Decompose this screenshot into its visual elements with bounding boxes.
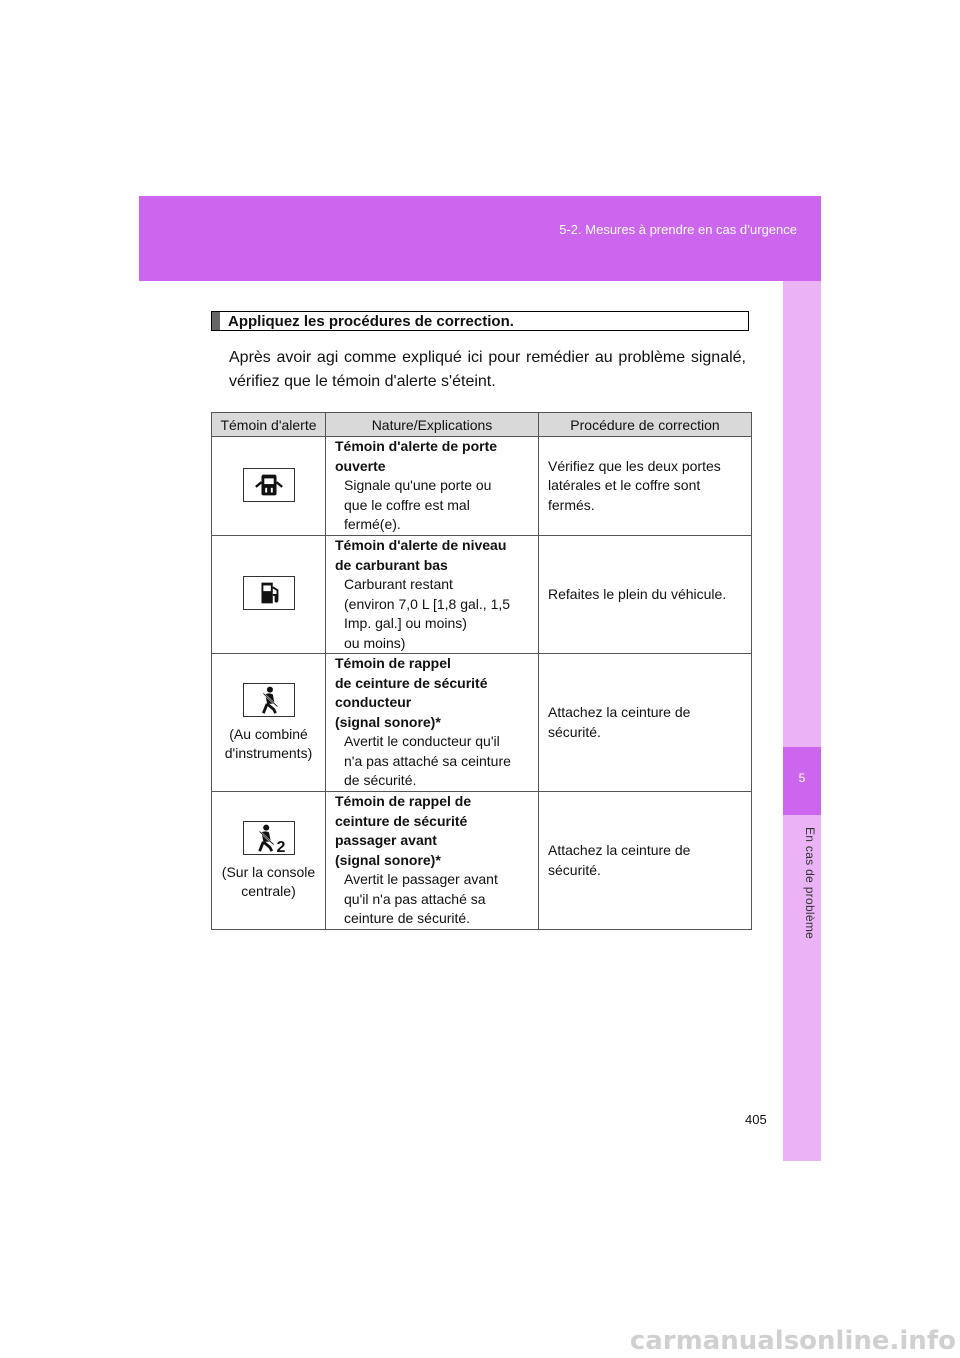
warning-light-table bbox=[211, 412, 752, 930]
nature-title: Témoin d'alerte de niveau de carburant bas bbox=[335, 537, 507, 573]
nature-body: Carburant restant (environ 7,0 L [1,8 gal., 1,5 Imp. gal.] ou moins) ou moins) bbox=[344, 576, 511, 651]
section-heading bbox=[211, 311, 749, 331]
heading-bar bbox=[212, 312, 220, 330]
procedure-cell: Refaites le plein du véhicule. bbox=[539, 536, 752, 654]
icon-cell bbox=[212, 654, 326, 792]
section-title: Appliquez les procédures de correction. bbox=[228, 312, 514, 330]
passenger-digit: 2 bbox=[276, 838, 285, 854]
nature-cell bbox=[326, 654, 539, 792]
procedure-cell: Attachez la ceinture de sécurité. bbox=[539, 792, 752, 930]
col-header-procedure: Procédure de correction bbox=[539, 413, 752, 437]
nature-body: Signale qu'une porte ou que le coffre est mal fermé(e). bbox=[344, 477, 492, 533]
chapter-side-tab bbox=[783, 281, 821, 1161]
icon-cell bbox=[212, 536, 326, 654]
table-row bbox=[212, 654, 752, 792]
procedure-cell: Vérifiez que les deux portes latérales et le coffre sont fermés. bbox=[539, 437, 752, 536]
chapter-label: En cas de problème bbox=[803, 827, 817, 940]
nature-cell bbox=[326, 536, 539, 654]
col-header-warning-light: Témoin d'alerte bbox=[212, 413, 326, 437]
section-breadcrumb: 5-2. Mesures à prendre en cas d’urgence bbox=[559, 222, 797, 237]
icon-cell bbox=[212, 437, 326, 536]
table-row bbox=[212, 792, 752, 930]
nature-cell bbox=[326, 437, 539, 536]
table-header-row bbox=[212, 413, 752, 437]
seatbelt-passenger-icon bbox=[243, 821, 295, 855]
nature-body: Avertit le conducteur qu'il n'a pas attaché sa ceinture de sécurité. bbox=[344, 733, 511, 789]
chapter-tab-active bbox=[783, 747, 821, 815]
icon-cell bbox=[212, 792, 326, 930]
chapter-header-band bbox=[139, 196, 821, 281]
nature-title: Témoin de rappel de ceinture de sécurité passager avant (signal sonore)* bbox=[335, 793, 472, 868]
icon-caption: (Au combiné d'instruments) bbox=[224, 725, 313, 761]
page-number: 405 bbox=[745, 1112, 767, 1127]
table-row bbox=[212, 437, 752, 536]
table-row bbox=[212, 536, 752, 654]
seatbelt-icon bbox=[243, 683, 295, 717]
chapter-number: 5 bbox=[798, 771, 806, 785]
icon-caption: (Sur la console centrale) bbox=[221, 863, 316, 899]
open-door-icon bbox=[243, 468, 295, 502]
intro-paragraph: Après avoir agi comme expliqué ici pour remédier au problème signalé, vérifiez que le témoin d'alerte s'éteint. bbox=[229, 349, 746, 390]
fuel-pump-icon bbox=[243, 576, 295, 610]
nature-title: Témoin de rappel de ceinture de sécurité conducteur (signal sonore)* bbox=[335, 655, 488, 730]
procedure-cell: Attachez la ceinture de sécurité. bbox=[539, 654, 752, 792]
nature-title: Témoin d'alerte de porte ouverte bbox=[335, 438, 498, 474]
nature-body: Avertit le passager avant qu'il n'a pas attaché sa ceinture de sécurité. bbox=[344, 871, 498, 927]
nature-cell bbox=[326, 792, 539, 930]
watermark: carmanualsonline.info bbox=[629, 1326, 956, 1356]
col-header-nature: Nature/Explications bbox=[326, 413, 539, 437]
